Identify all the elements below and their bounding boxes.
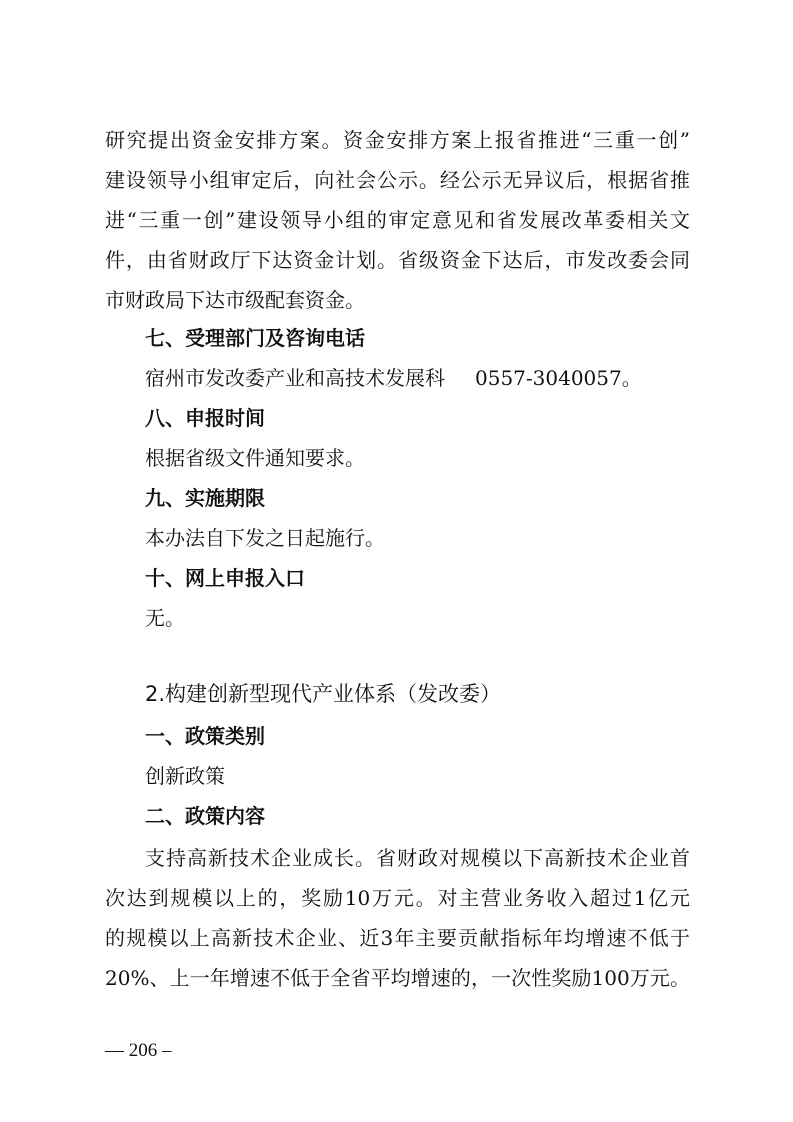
paragraph-line: 建设领导小组审定后，向社会公示。经公示无异议后，根据省推 bbox=[105, 168, 690, 192]
heading-policy-content: 二、政策内容 bbox=[145, 804, 265, 828]
paragraph-line: 市财政局下达市级配套资金。 bbox=[105, 288, 365, 312]
heading-application-time: 八、申报时间 bbox=[145, 406, 265, 430]
contact-phone: 0557-3040057。 bbox=[475, 366, 642, 390]
contact-line bbox=[145, 366, 690, 390]
paragraph-line: 进“三重一创”建设领导小组的审定意见和省发展改革委相关文 bbox=[105, 208, 690, 232]
page-number: — 206 – bbox=[105, 1040, 172, 1061]
policy-category-text: 创新政策 bbox=[145, 764, 225, 788]
paragraph-line: 的规模以上高新技术企业、近3年主要贡献指标年均增速不低于 bbox=[105, 926, 690, 950]
application-time-text: 根据省级文件通知要求。 bbox=[145, 446, 365, 470]
implementation-period-text: 本办法自下发之日起施行。 bbox=[145, 526, 385, 550]
paragraph-line: 件，由省财政厅下达资金计划。省级资金下达后，市发改委会同 bbox=[105, 248, 690, 272]
paragraph-line: 支持高新技术企业成长。省财政对规模以下高新技术企业首 bbox=[145, 846, 690, 870]
heading-online-entry: 十、网上申报入口 bbox=[145, 566, 305, 590]
paragraph-line: 20%、上一年增速不低于全省平均增速的，一次性奖励100万元。 bbox=[105, 966, 690, 990]
paragraph-line: 次达到规模以上的，奖励10万元。对主营业务收入超过1亿元 bbox=[105, 886, 690, 910]
paragraph-line: 研究提出资金安排方案。资金安排方案上报省推进“三重一创” bbox=[105, 128, 690, 152]
heading-implementation-period: 九、实施期限 bbox=[145, 486, 265, 510]
heading-contact: 七、受理部门及咨询电话 bbox=[145, 326, 365, 350]
section-title: 2.构建创新型现代产业体系（发改委） bbox=[145, 682, 502, 706]
heading-policy-category: 一、政策类别 bbox=[145, 724, 265, 748]
contact-department: 宿州市发改委产业和高技术发展科 bbox=[145, 366, 445, 390]
online-entry-text: 无。 bbox=[145, 606, 185, 630]
